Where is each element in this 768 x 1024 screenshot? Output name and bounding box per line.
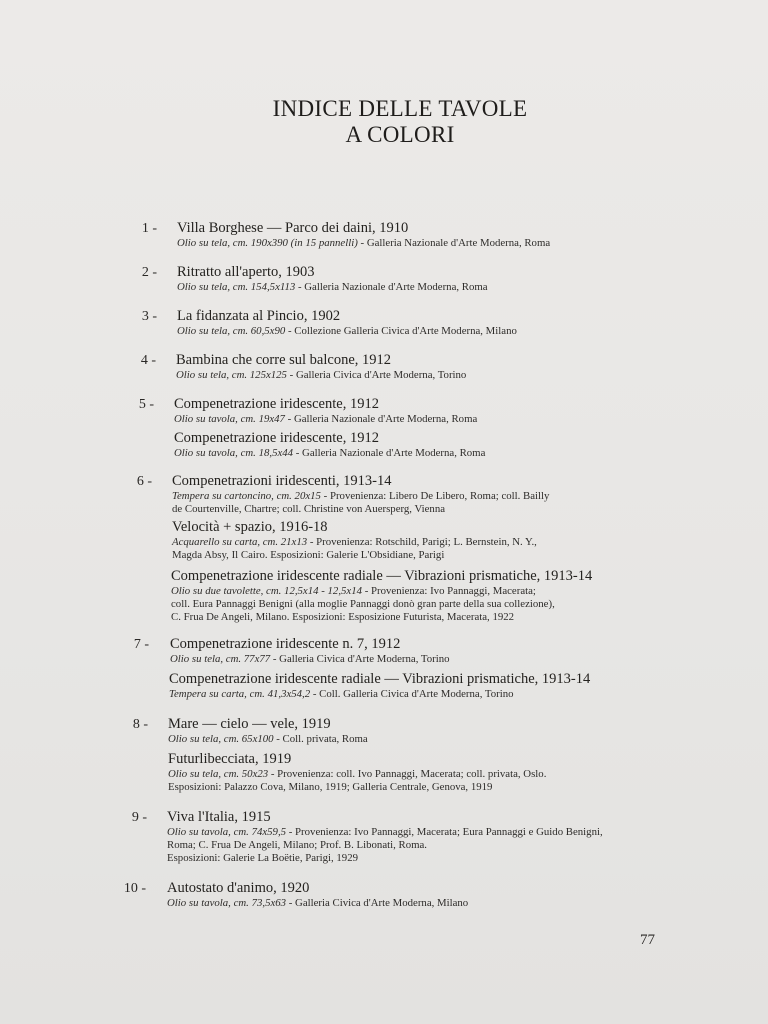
- artwork-title: Compenetrazione iridescente, 1912: [174, 430, 379, 446]
- medium-dimensions: Olio su tela, cm. 154,5x113: [177, 281, 296, 293]
- collection-info: - Provenienza: Libero De Libero, Roma; coll. Bailly: [320, 490, 550, 502]
- artwork: [176, 352, 466, 382]
- artwork: [172, 519, 537, 562]
- artwork-description-line: [170, 653, 450, 666]
- artwork-description-line: [167, 852, 603, 865]
- collection-info: Esposizioni: Palazzo Cova, Milano, 1919; Galleria Centrale, Genova, 1919: [168, 781, 493, 793]
- artwork: [174, 396, 477, 426]
- artwork-description-line: [172, 536, 537, 549]
- page-number: 77: [640, 932, 655, 948]
- artwork-title: Compenetrazione iridescente, 1912: [174, 396, 379, 412]
- artwork-title: Viva l'Italia, 1915: [167, 809, 271, 825]
- artwork-description-line: [172, 503, 549, 516]
- collection-info: Esposizioni: Galerie La Boëtie, Parigi, 1929: [167, 852, 359, 864]
- plate-number: 3 -: [141, 309, 157, 324]
- artwork-description-line: [177, 237, 550, 250]
- artwork-title: Futurlibecciata, 1919: [168, 751, 292, 767]
- page-title: [0, 96, 768, 148]
- collection-info: de Courtenville, Chartre; coll. Christine von Auersperg, Vienna: [172, 503, 446, 515]
- artwork: [168, 716, 368, 746]
- artwork-description-line: [167, 826, 603, 839]
- collection-info: - Galleria Nazionale d'Arte Moderna, Roma: [284, 413, 478, 425]
- collection-info: - Galleria Nazionale d'Arte Moderna, Roma: [357, 237, 551, 249]
- artwork-title: Autostato d'animo, 1920: [167, 880, 310, 896]
- collection-info: - Provenienza: Ivo Pannaggi, Macerata; Eura Pannaggi e Guido Benigni,: [286, 826, 603, 838]
- artwork: [174, 430, 485, 460]
- medium-dimensions: Olio su tela, cm. 125x125: [176, 369, 287, 381]
- collection-info: coll. Eura Pannaggi Benigni (alla moglie Pannaggi donò gran parte della sua collezione),: [171, 598, 555, 610]
- collection-info: - Provenienza: Rotschild, Parigi; L. Bernstein, N. Y.,: [307, 536, 537, 548]
- artwork-title: Compenetrazioni iridescenti, 1913-14: [172, 473, 392, 489]
- collection-info: - Collezione Galleria Civica d'Arte Moderna, Milano: [285, 325, 517, 337]
- artwork-description-line: [174, 447, 485, 460]
- plate-number: 4 -: [140, 353, 156, 368]
- artwork-description-line: [177, 281, 488, 294]
- collection-info: - Provenienza: coll. Ivo Pannaggi, Macerata; coll. privata, Oslo.: [268, 768, 547, 780]
- artwork-title: Ritratto all'aperto, 1903: [177, 264, 315, 280]
- medium-dimensions: Olio su tela, cm. 77x77: [170, 653, 271, 665]
- medium-dimensions: Olio su tavola, cm. 19x47: [174, 413, 285, 425]
- medium-dimensions: Olio su due tavolette, cm. 12,5x14 - 12,5x14: [171, 585, 363, 597]
- artwork: [172, 473, 549, 516]
- collection-info: Roma; C. Frua De Angeli, Milano; Prof. B. Libonati, Roma.: [167, 839, 428, 851]
- collection-info: - Galleria Nazionale d'Arte Moderna, Roma: [295, 281, 488, 293]
- plate-number: 8 -: [132, 717, 148, 732]
- plate-number: 7 -: [133, 637, 149, 652]
- artwork: [177, 220, 550, 250]
- artwork-title: Compenetrazione iridescente radiale — Vibrazioni prismatiche, 1913-14: [169, 671, 591, 687]
- medium-dimensions: Olio su tela, cm. 60,5x90: [177, 325, 286, 337]
- artwork: [168, 751, 546, 794]
- plate-number: 9 -: [131, 810, 147, 825]
- artwork-title: Bambina che corre sul balcone, 1912: [176, 352, 392, 368]
- medium-dimensions: Tempera su cartoncino, cm. 20x15: [172, 490, 321, 502]
- medium-dimensions: Olio su tela, cm. 50x23: [168, 768, 269, 780]
- collection-info: - Coll. privata, Roma: [273, 733, 368, 745]
- plate-number: 1 -: [141, 221, 157, 236]
- medium-dimensions: Olio su tela, cm. 65x100: [168, 733, 274, 745]
- title-line-2: A COLORI: [345, 122, 455, 147]
- artwork: [171, 568, 592, 624]
- artwork-description-line: [169, 688, 590, 701]
- artwork-title: Villa Borghese — Parco dei daini, 1910: [177, 220, 409, 236]
- artwork-description-line: [172, 549, 537, 562]
- collection-info: Magda Absy, Il Cairo. Esposizioni: Galerie L'Obsidiane, Parigi: [172, 549, 445, 561]
- artwork-description-line: [167, 839, 603, 852]
- plate-number: 6 -: [136, 474, 152, 489]
- artwork-description-line: [171, 598, 592, 611]
- collection-info: - Provenienza: Ivo Pannaggi, Macerata;: [362, 585, 536, 597]
- artwork-description-line: [168, 781, 546, 794]
- artwork: [177, 264, 488, 294]
- medium-dimensions: Olio su tavola, cm. 73,5x63: [167, 897, 287, 909]
- plate-number: 2 -: [141, 265, 157, 280]
- artwork-title: Compenetrazione iridescente radiale — Vibrazioni prismatiche, 1913-14: [171, 568, 593, 584]
- medium-dimensions: Acquarello su carta, cm. 21x13: [172, 536, 308, 548]
- artwork: [167, 880, 468, 910]
- artwork-title: Compenetrazione iridescente n. 7, 1912: [170, 636, 401, 652]
- artwork-title: La fidanzata al Pincio, 1902: [177, 308, 341, 324]
- collection-info: - Galleria Civica d'Arte Moderna, Torino: [270, 653, 450, 665]
- collection-info: - Galleria Civica d'Arte Moderna, Milano: [286, 897, 469, 909]
- artwork-title: Mare — cielo — vele, 1919: [168, 716, 331, 732]
- medium-dimensions: Olio su tavola, cm. 74x59,5: [167, 826, 287, 838]
- artwork-description-line: [168, 733, 368, 746]
- artwork-description-line: [171, 585, 592, 598]
- artwork-description-line: [168, 768, 546, 781]
- artwork-description-line: [171, 611, 592, 624]
- medium-dimensions: Tempera su carta, cm. 41,3x54,2: [169, 688, 311, 700]
- collection-info: - Coll. Galleria Civica d'Arte Moderna, Torino: [310, 688, 514, 700]
- plate-number: 5 -: [138, 397, 154, 412]
- artwork-description-line: [167, 897, 468, 910]
- collection-info: - Galleria Civica d'Arte Moderna, Torino: [286, 369, 467, 381]
- artwork: [170, 636, 450, 666]
- artwork: [169, 671, 590, 701]
- artwork: [177, 308, 517, 338]
- artwork-title: Velocità + spazio, 1916-18: [172, 519, 328, 535]
- plate-number: 10 -: [123, 881, 146, 896]
- collection-info: C. Frua De Angeli, Milano. Esposizioni: Esposizione Futurista, Macerata, 1922: [171, 611, 515, 623]
- medium-dimensions: Olio su tela, cm. 190x390 (in 15 pannelli): [177, 237, 358, 249]
- artwork-description-line: [177, 325, 517, 338]
- artwork-description-line: [174, 413, 477, 426]
- title-line-1: INDICE DELLE TAVOLE: [272, 96, 528, 121]
- medium-dimensions: Olio su tavola, cm. 18,5x44: [174, 447, 294, 459]
- collection-info: - Galleria Nazionale d'Arte Moderna, Roma: [293, 447, 486, 459]
- artwork: [167, 809, 603, 865]
- artwork-description-line: [176, 369, 466, 382]
- artwork-description-line: [172, 490, 549, 503]
